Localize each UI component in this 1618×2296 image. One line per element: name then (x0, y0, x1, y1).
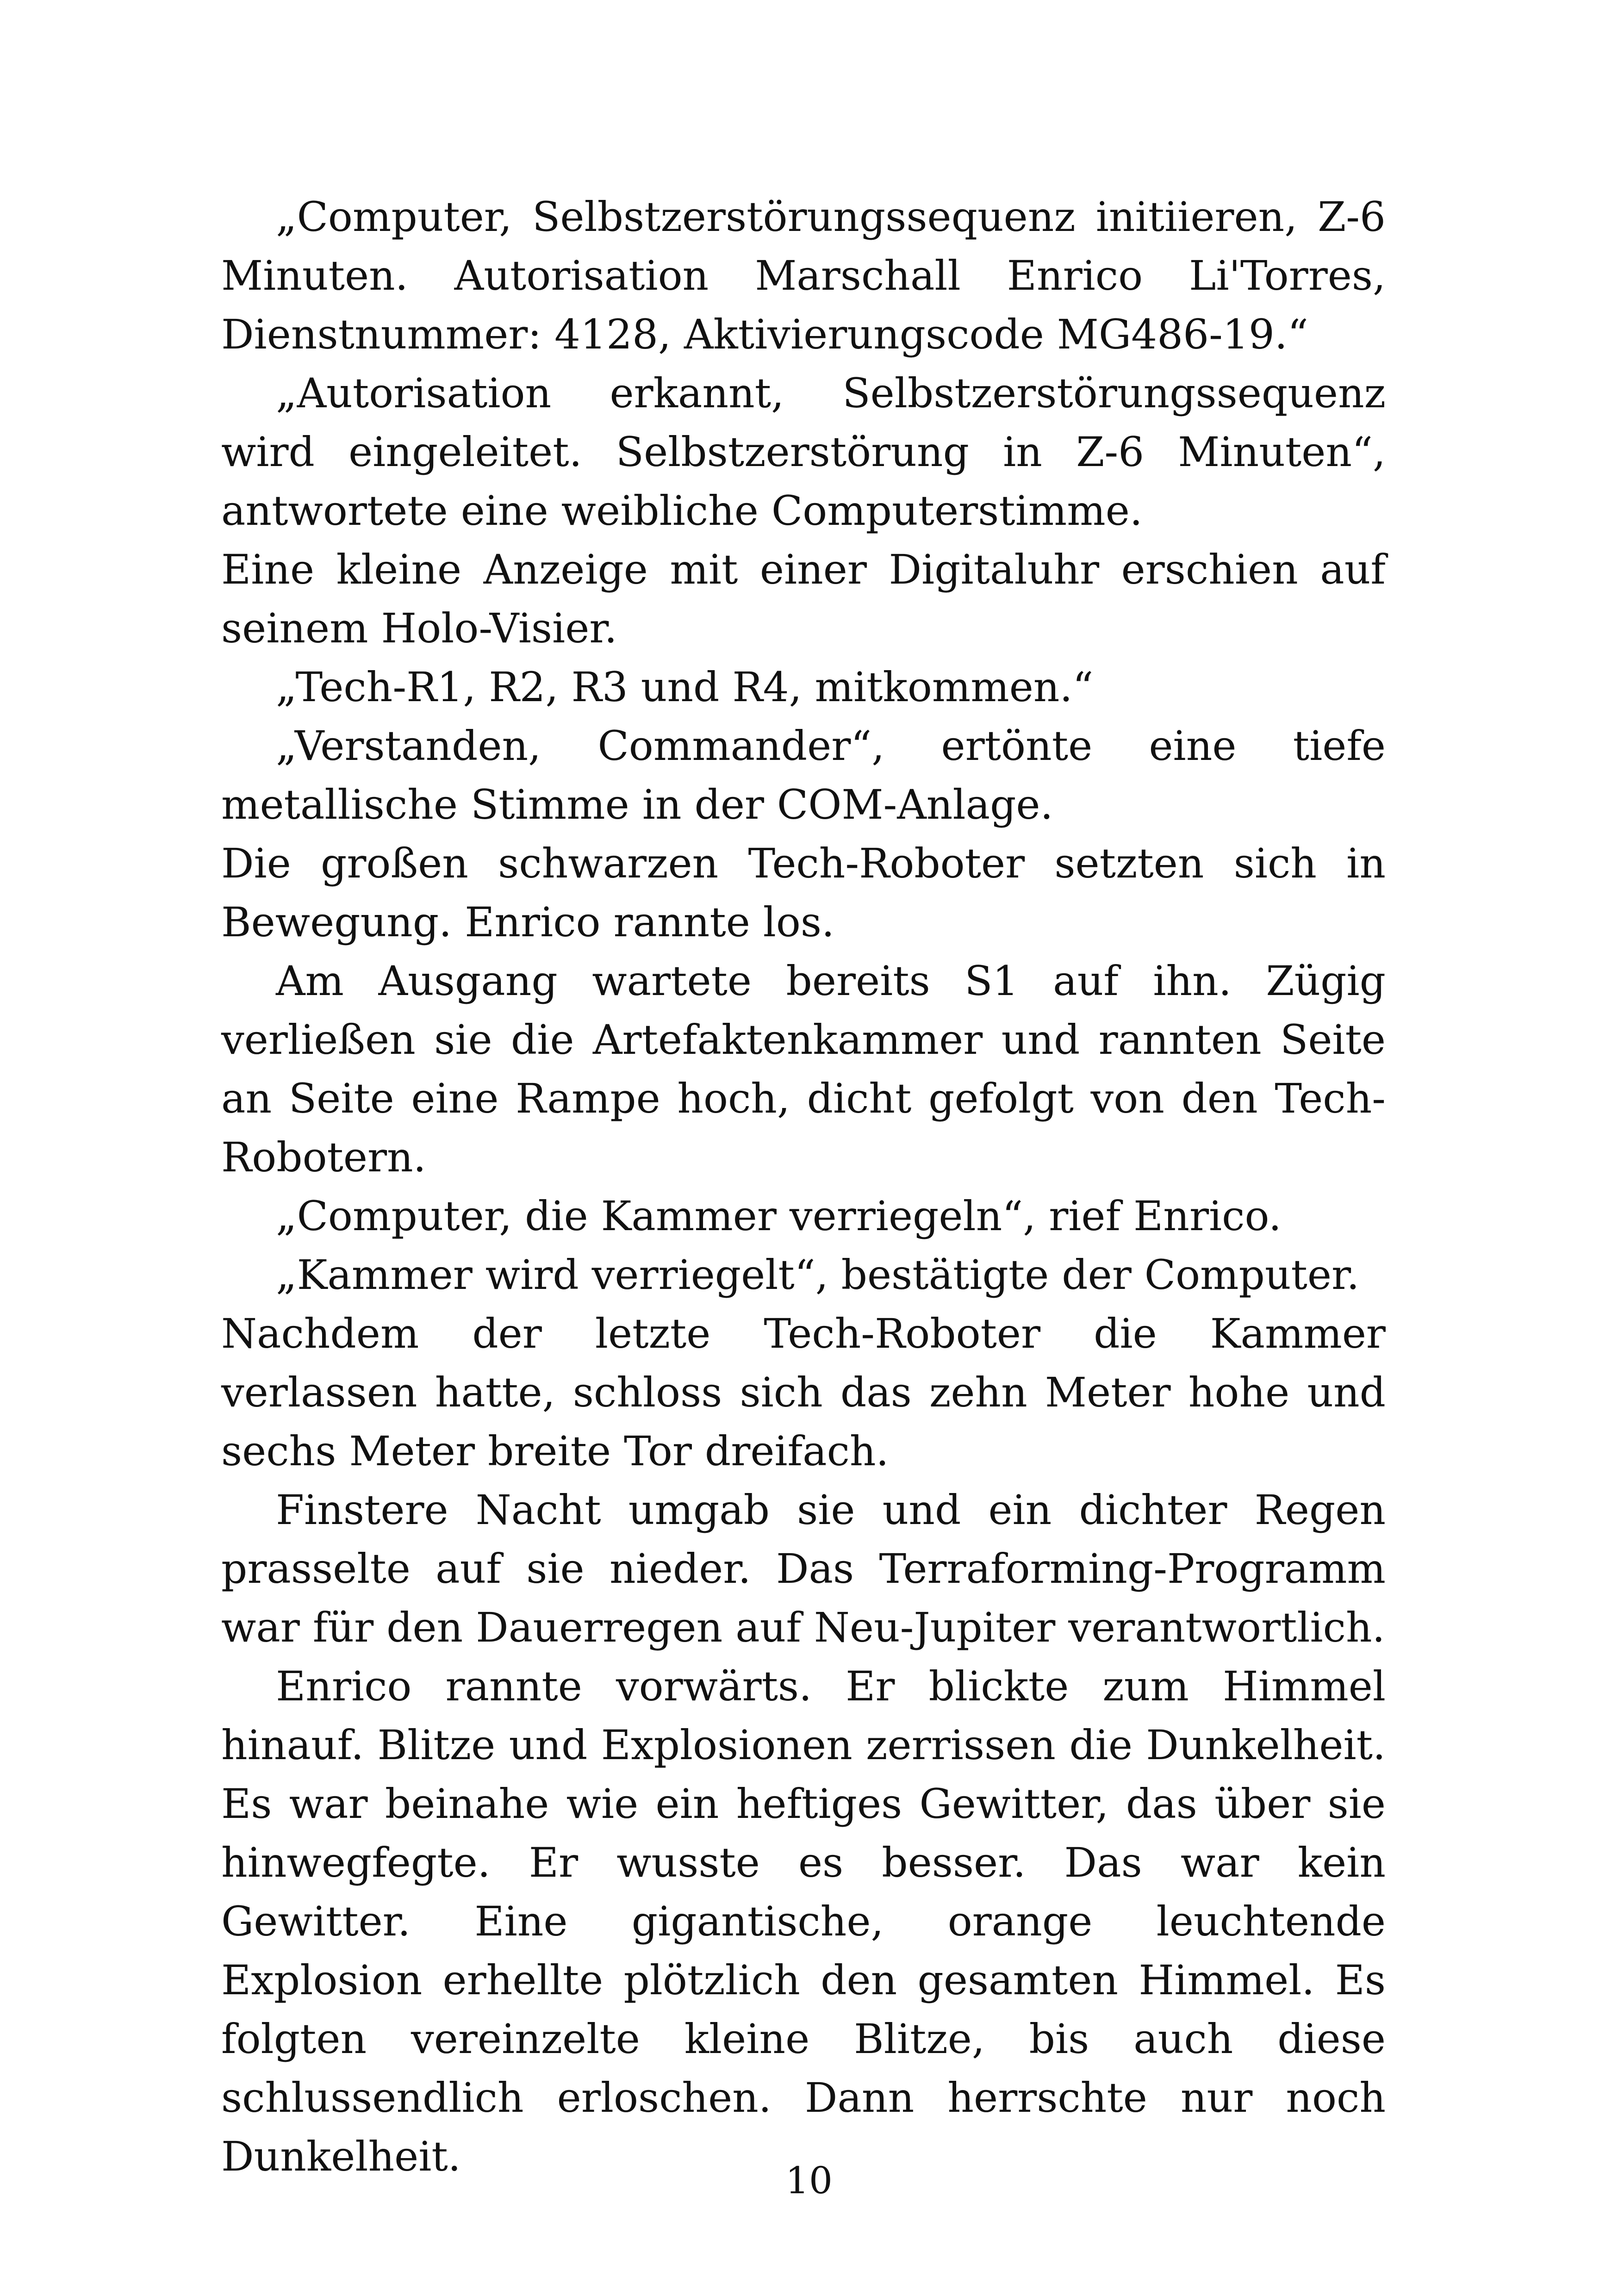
paragraph: „Kammer wird verriegelt“, bestätigte der Computer. (276, 1251, 1360, 1299)
paragraph: Die großen schwarzen Tech-Roboter setzten sich in Bewegung. Enrico rannte los. (221, 840, 1386, 946)
paragraph: Am Ausgang wartete bereits S1 auf ihn. Zügig verließen sie die Artefaktenkammer und rannten Seite an Seite eine Rampe hoch, dicht gefolgt von den Tech-Robotern. (221, 957, 1386, 1181)
paragraph: Nachdem der letzte Tech-Roboter die Kammer verlassen hatte, schloss sich das zehn Meter hohe und sechs Meter breite Tor dreifach. (221, 1310, 1386, 1475)
paragraph: „Verstanden, Commander“, ertönte eine tiefe metallische Stimme in der COM-Anlage. (221, 722, 1386, 828)
body-text (221, 187, 1386, 2186)
paragraph: „Computer, die Kammer verriegeln“, rief Enrico. (276, 1192, 1282, 1240)
page-number: 10 (785, 2159, 833, 2202)
paragraph: Eine kleine Anzeige mit einer Digitaluhr erschien auf seinem Holo-Visier. (221, 546, 1386, 652)
paragraph: „Computer, Selbstzerstörungssequenz initiieren, Z-6 Minuten. Autorisation Marschall Enrico Li'Torres, Dienstnummer: 4128, Aktivierungscode MG486-19.“ (221, 193, 1386, 358)
paragraph: „Autorisation erkannt, Selbstzerstörungssequenz wird eingeleitet. Selbstzerstörung in Z-6 Minuten“, antwortete eine weibliche Computerstimme. (221, 369, 1386, 535)
paragraph: „Tech-R1, R2, R3 und R4, mitkommen.“ (276, 663, 1094, 711)
paragraph: Finstere Nacht umgab sie und ein dichter Regen prasselte auf sie nieder. Das Terraforming-Programm war für den Dauerregen auf Neu-Jupiter verantwortlich. (221, 1486, 1386, 1651)
paragraph: Enrico rannte vorwärts. Er blickte zum Himmel hinauf. Blitze und Explosionen zerrissen die Dunkelheit. Es war beinahe wie ein heftiges Gewitter, das über sie hinwegfegte. Er wusste es besser. Das war kein Gewitter. Eine gigantische, orange leuchtende Explosion erhellte plötzlich den gesamten Himmel. Es folgten vereinzelte kleine Blitze, bis auch diese schlussendlich erloschen. Dann herrschte nur noch Dunkelheit. (221, 1662, 1386, 2180)
